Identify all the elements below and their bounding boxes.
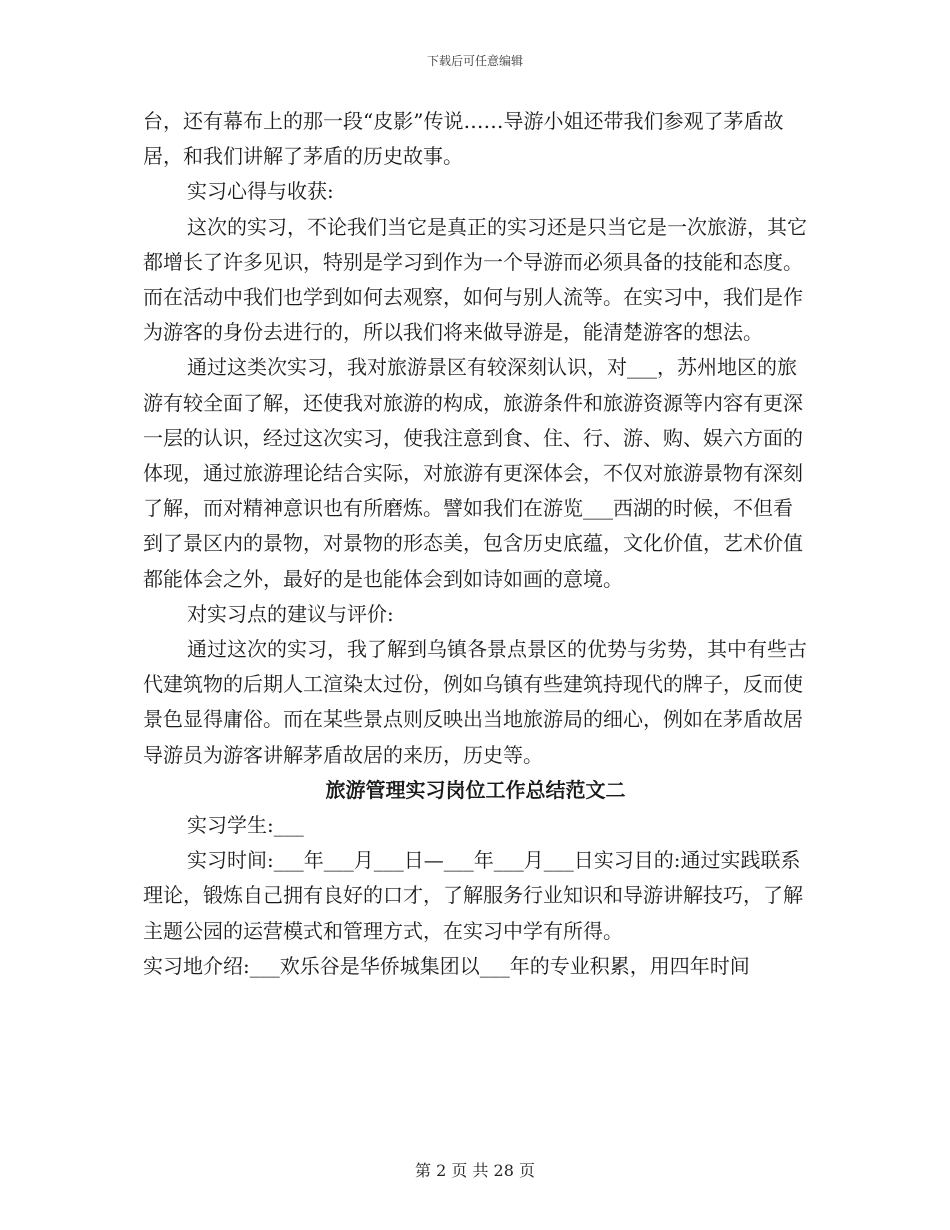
paragraph-student: 实习学生:___ (187, 813, 304, 838)
paragraph-experience: 这次的实习，不论我们当它是真正的实习还是只当它是一次旅游，其它都增长了许多见识，特别是学习到作为一个导游而必须具备的技能和态度。而在活动中我们也学到如何去观察，如何与别人流等。在实习中，我们是作为游客的身份去进行的，所以我们将来做导游是，能清楚游客的想法。 (143, 214, 807, 345)
paragraph-continuation: 台，还有幕布上的那一段“皮影”传说……导游小姐还带我们参观了茅盾故居，和我们讲解了茅盾的历史故事。 (143, 109, 784, 169)
page-header: 下载后可任意编辑 (426, 54, 523, 68)
document-body (143, 104, 808, 984)
section-heading-suggestions: 对实习点的建议与评价: (187, 601, 394, 626)
section-heading-experience: 实习心得与收获: (187, 179, 334, 204)
document-title: 旅游管理实习岗位工作总结范文二 (325, 777, 626, 802)
page-footer: 第 2 页 共 28 页 (415, 1161, 535, 1180)
paragraph-location: 实习地介绍:___欢乐谷是华侨城集团以___年的专业积累，用四年时间 (143, 953, 750, 978)
paragraph-time-purpose: 实习时间:___年___月___日—___年___月___日实习目的:通过实践联系理论，锻炼自己拥有良好的口才，了解服务行业知识和导游讲解技巧，了解主题公园的运营模式和管理方式，在实习中学有所得。 (143, 848, 803, 943)
paragraph-understanding: 通过这类次实习，我对旅游景区有较深刻认识，对___，苏州地区的旅游有较全面了解，还使我对旅游的构成，旅游条件和旅游资源等内容有更深一层的认识，经过这次实习，使我注意到食、住、行、游、购、娱六方面的体现，通过旅游理论结合实际，对旅游有更深体会，不仅对旅游景物有深刻了解，而对精神意识也有所磨炼。譬如我们在游览___西湖的时候，不但看到了景区内的景物，对景物的形态美，包含历史底蕴，文化价值，艺术价值都能体会之外，最好的是也能体会到如诗如画的意境。 (143, 355, 803, 591)
paragraph-suggestions: 通过这次的实习，我了解到乌镇各景点景区的优势与劣势，其中有些古代建筑物的后期人工渲染太过份，例如乌镇有些建筑持现代的牌子，反而使景色显得庸俗。而在某些景点则反映出当地旅游局的细心，例如在茅盾故居导游员为游客讲解茅盾故居的来历，历史等。 (143, 637, 807, 767)
